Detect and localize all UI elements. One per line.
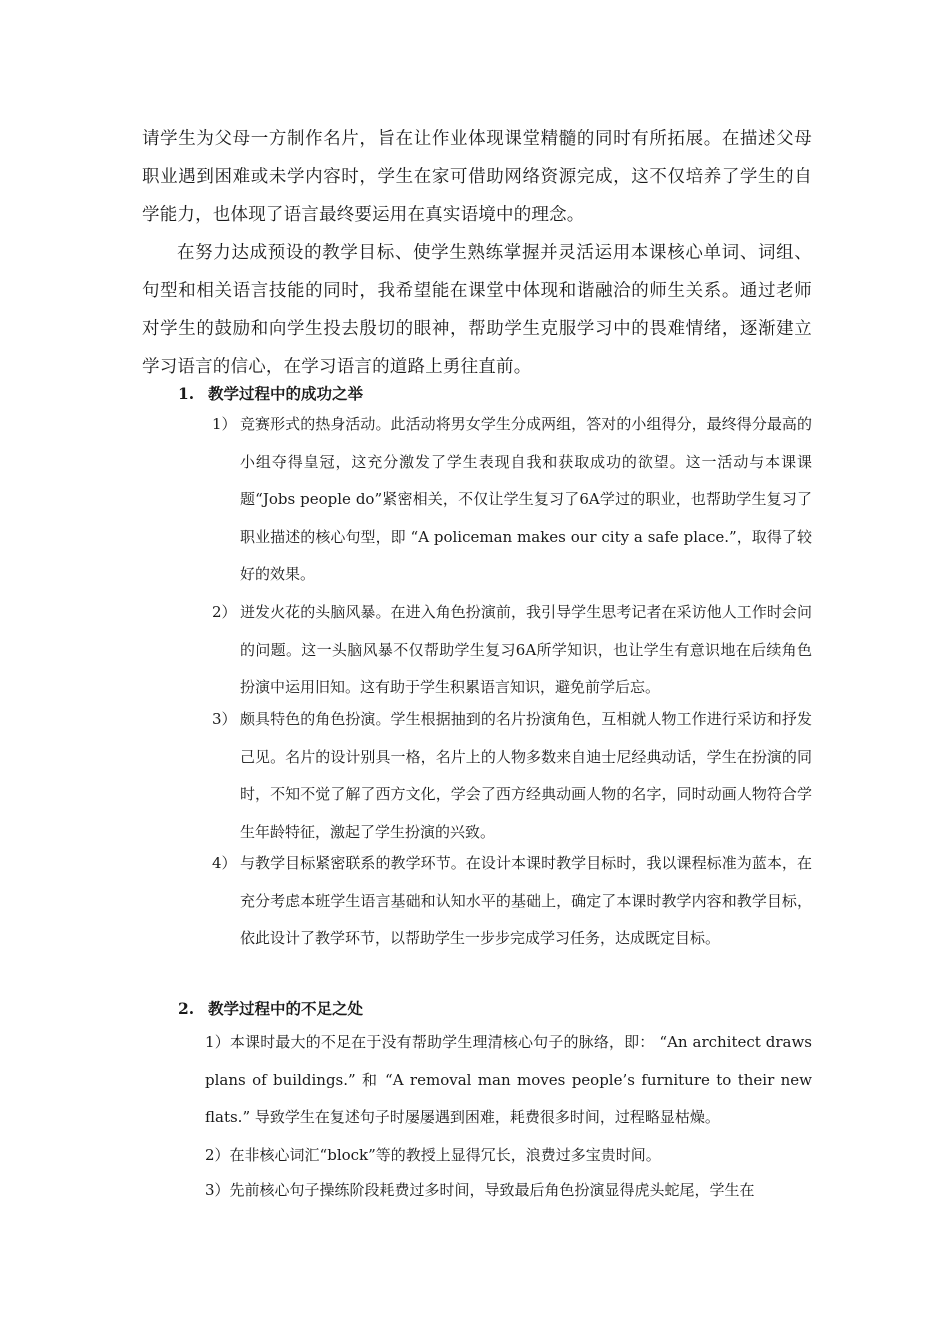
list-marker: 2） xyxy=(212,603,237,621)
section-number: 1. xyxy=(178,384,195,403)
success-item-3 xyxy=(212,701,812,851)
list-item-text: 迸发火花的头脑风暴。在进入角色扮演前，我引导学生思考记者在采访他人工作时会问的问题。这一头脑风暴不仅帮助学生复习6A所学知识，也让学生有意识地在后续角色扮演中运用旧知。这有助于学生积累语言知识，避免前学后忘。 xyxy=(240,603,812,696)
list-marker: 1） xyxy=(212,415,237,433)
section-title: 教学过程中的不足之处 xyxy=(208,999,364,1018)
success-item-1 xyxy=(212,406,812,594)
section-heading-shortcomings xyxy=(178,997,363,1021)
section-title: 教学过程中的成功之举 xyxy=(208,384,364,403)
success-item-4 xyxy=(212,845,812,958)
section-number: 2. xyxy=(178,999,195,1018)
list-marker: 4） xyxy=(212,854,237,872)
intro-paragraph-1: 请学生为父母一方制作名片，旨在让作业体现课堂精髓的同时有所拓展。在描述父母职业遇到困难或未学内容时，学生在家可借助网络资源完成，这不仅培养了学生的自学能力，也体现了语言最终要运用在真实语境中的理念。 xyxy=(142,129,812,225)
section-heading-success xyxy=(178,382,363,406)
list-item-text: 竞赛形式的热身活动。此活动将男女学生分成两组，答对的小组得分，最终得分最高的小组夺得皇冠，这充分激发了学生表现自我和获取成功的欲望。这一活动与本课课题“Jobs people do”紧密相关，不仅让学生复习了6A学过的职业，也帮助学生复习了职业描述的核心句型，即 “A policeman makes our city a safe place.”，取得了较好的效果。 xyxy=(240,415,812,583)
intro-paragraph-2: 在努力达成预设的教学目标、使学生熟练掌握并灵活运用本课核心单词、词组、句型和相关语言技能的同时，我希望能在课堂中体现和谐融洽的师生关系。通过老师对学生的鼓励和向学生投去殷切的眼神，帮助学生克服学习中的畏难情绪，逐渐建立学习语言的信心，在学习语言的道路上勇往直前。 xyxy=(142,243,812,377)
list-item-text: 与教学目标紧密联系的教学环节。在设计本课时教学目标时，我以课程标准为蓝本，在充分考虑本班学生语言基础和认知水平的基础上，确定了本课时教学内容和教学目标，依此设计了教学环节，以帮助学生一步步完成学习任务，达成既定目标。 xyxy=(240,854,812,947)
list-marker: 3） xyxy=(212,710,237,728)
success-item-2 xyxy=(212,594,812,707)
shortcoming-item-3: 3）先前核心句子操练阶段耗费过多时间，导致最后角色扮演显得虎头蛇尾，学生在 xyxy=(205,1181,755,1199)
list-item-text: 颇具特色的角色扮演。学生根据抽到的名片扮演角色，互相就人物工作进行采访和抒发己见。名片的设计别具一格，名片上的人物多数来自迪士尼经典动话，学生在扮演的同时，不知不觉了解了西方文化，学会了西方经典动画人物的名字，同时动画人物符合学生年龄特征，激起了学生扮演的兴致。 xyxy=(240,710,812,841)
shortcoming-item-1: 1）本课时最大的不足在于没有帮助学生理清核心句子的脉络，即： “An architect draws plans of buildings.” 和 “A removal man moves people’s furniture to their new flats.” 导致学生在复述句子时屡屡遇到困难，耗费很多时间，过程略显枯燥。 xyxy=(205,1033,812,1126)
shortcoming-item-2: 2）在非核心词汇“block”等的教授上显得冗长，浪费过多宝贵时间。 xyxy=(205,1146,661,1164)
